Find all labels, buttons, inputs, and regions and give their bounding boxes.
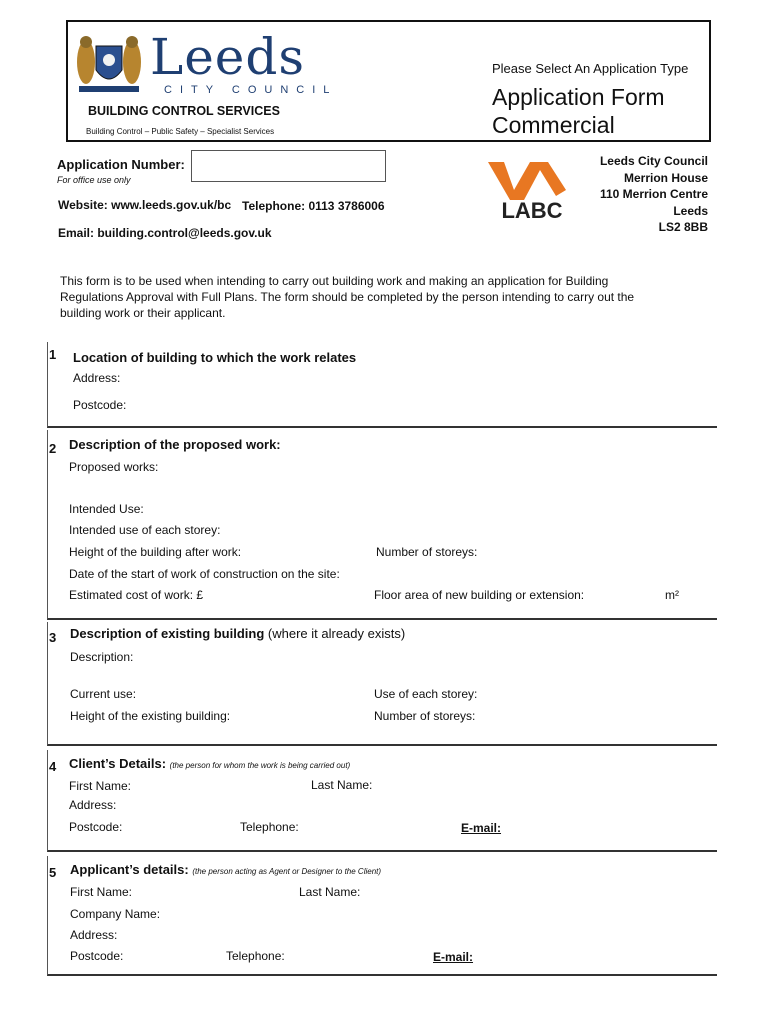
section-3-title-text: Description of existing building — [70, 626, 265, 641]
email-text: Email: building.control@leeds.gov.uk — [58, 226, 272, 240]
applicant-first-name-field[interactable]: First Name: — [70, 885, 133, 899]
application-type-prompt[interactable]: Please Select An Application Type — [492, 61, 689, 76]
council-address — [580, 153, 708, 236]
section-1-title: Location of building to which the work relates — [73, 350, 357, 365]
application-number-input[interactable] — [191, 150, 386, 182]
section-2-number: 2 — [49, 441, 57, 456]
applicant-postcode-field[interactable]: Postcode: — [70, 949, 124, 963]
logo-subword: CITY COUNCIL — [164, 84, 338, 96]
current-use-field[interactable]: Current use: — [70, 687, 137, 701]
section-4-title — [69, 756, 350, 771]
applicant-email-field[interactable]: E-mail: — [433, 950, 474, 964]
logo-word: Leeds — [150, 28, 306, 86]
start-date-field[interactable]: Date of the start of work of construction on the site: — [69, 567, 340, 581]
labc-logo — [486, 160, 578, 222]
existing-description-field[interactable]: Description: — [70, 650, 134, 664]
site-address-field[interactable]: Address: — [73, 371, 121, 385]
site-postcode-field[interactable]: Postcode: — [73, 398, 127, 412]
section-5-title-text: Applicant’s details: — [70, 862, 189, 877]
applicant-address-field[interactable]: Address: — [70, 928, 118, 942]
address-line: Leeds City Council — [599, 154, 708, 168]
office-use-note: For office use only — [57, 175, 131, 185]
department-subtitle: Building Control – Public Safety – Specialist Services — [86, 127, 275, 136]
section-4-title-text: Client’s Details: — [69, 756, 167, 771]
application-number-label: Application Number: — [57, 157, 185, 172]
section-3-title-note: (where it already exists) — [267, 626, 406, 641]
section-3-number: 3 — [49, 630, 57, 645]
use-each-storey-field[interactable]: Use of each storey: — [374, 687, 478, 701]
department-title: BUILDING CONTROL SERVICES — [88, 104, 280, 118]
form-title-line2: Commercial — [492, 112, 615, 138]
number-of-storeys-field[interactable]: Number of storeys: — [376, 545, 478, 559]
section-3-title — [70, 626, 405, 641]
applicant-last-name-field[interactable]: Last Name: — [299, 885, 361, 899]
section-2-title: Description of the proposed work: — [69, 437, 281, 452]
form-title[interactable] — [492, 83, 665, 139]
company-name-field[interactable]: Company Name: — [70, 907, 161, 921]
website-text: Website: www.leeds.gov.uk/bc — [58, 198, 232, 212]
address-line: Merrion House — [623, 170, 708, 185]
telephone-text: Telephone: 0113 3786006 — [242, 199, 385, 213]
intro-paragraph: This form is to be used when intending to carry out building work and making an application for Building Regulations Approval with Full Plans. The form should be completed by the person intending to carry out the building work or their applicant. — [60, 274, 635, 320]
address-line: LS2 8BB — [658, 220, 708, 234]
client-telephone-field[interactable]: Telephone: — [240, 820, 299, 834]
section-5-number: 5 — [49, 865, 57, 880]
intended-use-storey-field[interactable]: Intended use of each storey: — [69, 523, 221, 537]
client-address-field[interactable]: Address: — [69, 798, 117, 812]
section-5-note: (the person acting as Agent or Designer to the Client) — [192, 867, 382, 876]
unit-m2: m² — [665, 588, 679, 602]
client-first-name-field[interactable]: First Name: — [69, 779, 132, 793]
existing-height-field[interactable]: Height of the existing building: — [70, 709, 231, 723]
leeds-crest-logo — [74, 32, 144, 94]
height-after-field[interactable]: Height of the building after work: — [69, 545, 242, 559]
address-line: 110 Merrion Centre — [599, 187, 708, 201]
client-email-field[interactable]: E-mail: — [461, 821, 502, 835]
applicant-telephone-field[interactable]: Telephone: — [226, 949, 285, 963]
estimated-cost-field[interactable]: Estimated cost of work: £ — [69, 588, 204, 602]
section-1-number: 1 — [49, 347, 57, 362]
section-4-number: 4 — [49, 759, 57, 774]
client-last-name-field[interactable]: Last Name: — [311, 778, 373, 792]
labc-logo-text: LABC — [501, 198, 563, 222]
section-5-title — [70, 862, 381, 877]
form-title-line1: Application Form — [492, 84, 665, 110]
floor-area-field[interactable]: Floor area of new building or extension: — [374, 588, 585, 602]
existing-storeys-field[interactable]: Number of storeys: — [374, 709, 476, 723]
section-4-note: (the person for whom the work is being carried out) — [169, 761, 351, 770]
proposed-works-field[interactable]: Proposed works: — [69, 460, 159, 474]
intended-use-field[interactable]: Intended Use: — [69, 502, 144, 516]
address-line: Leeds — [673, 203, 708, 218]
client-postcode-field[interactable]: Postcode: — [69, 820, 123, 834]
